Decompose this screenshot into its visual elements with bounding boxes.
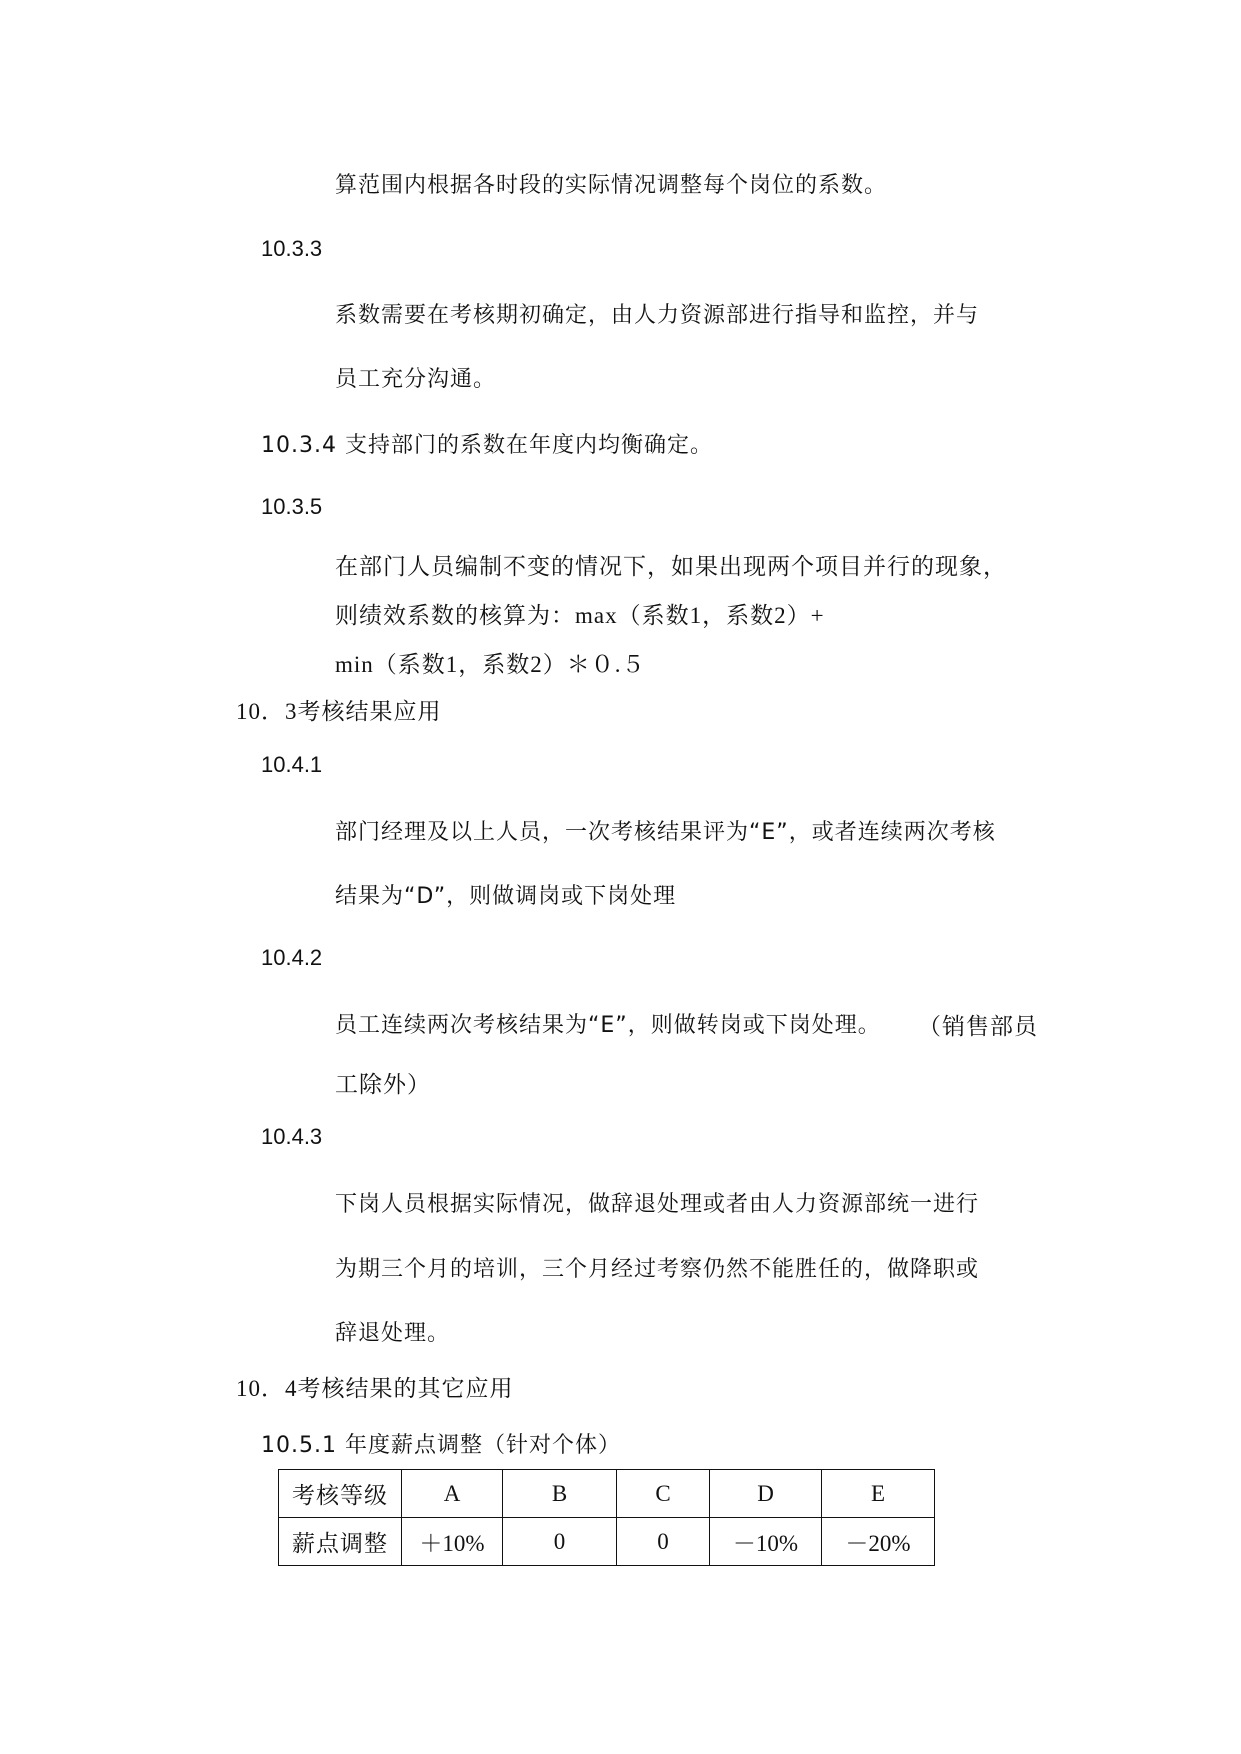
- paragraph-line: 系数需要在考核期初确定，由人力资源部进行指导和监控，并与: [335, 303, 980, 328]
- table-cell: C: [617, 1470, 710, 1518]
- table-cell: 0: [617, 1518, 710, 1566]
- paragraph-line: （销售部员: [918, 1014, 1038, 1039]
- table-header-row: [279, 1470, 935, 1518]
- table-row: [279, 1518, 935, 1566]
- paragraph-line: 算范围内根据各时段的实际情况调整每个岗位的系数。: [335, 173, 888, 198]
- table-cell: 0: [503, 1518, 617, 1566]
- subsection-title: 10．3考核结果应用: [236, 699, 442, 724]
- table-cell: D: [710, 1470, 822, 1518]
- section-heading: 10.3.4 支持部门的系数在年度内均衡确定。: [261, 433, 713, 458]
- section-number: 10.4.3: [261, 1124, 323, 1149]
- section-number: 10.3.3: [261, 236, 323, 261]
- paragraph-line: 工除外）: [335, 1072, 431, 1097]
- table-cell: －20%: [822, 1518, 935, 1566]
- table-cell: ＋10%: [402, 1518, 503, 1566]
- paragraph-line: 为期三个月的培训，三个月经过考察仍然不能胜任的，做降职或: [335, 1257, 980, 1282]
- table-cell: A: [402, 1470, 503, 1518]
- table-cell: 考核等级: [279, 1470, 402, 1518]
- paragraph-line: 下岗人员根据实际情况，做辞退处理或者由人力资源部统一进行: [335, 1192, 980, 1217]
- paragraph-line: 部门经理及以上人员，一次考核结果评为“E”，或者连续两次考核: [335, 820, 996, 845]
- paragraph-line: 员工连续两次考核结果为“E”，则做转岗或下岗处理。: [335, 1013, 881, 1038]
- paragraph-line: 在部门人员编制不变的情况下，如果出现两个项目并行的现象，: [335, 554, 1007, 579]
- paragraph-line: 则绩效系数的核算为：max（系数1，系数2）+: [335, 603, 825, 628]
- table-cell: 薪点调整: [279, 1518, 402, 1566]
- section-number: 10.4.2: [261, 945, 323, 970]
- subsection-title: 10．4考核结果的其它应用: [236, 1376, 514, 1401]
- salary-adjustment-table: [278, 1469, 935, 1566]
- section-number: 10.3.5: [261, 494, 323, 519]
- table-cell: －10%: [710, 1518, 822, 1566]
- section-heading: 10.5.1 年度薪点调整（针对个体）: [261, 1433, 621, 1458]
- table-cell: B: [503, 1470, 617, 1518]
- paragraph-line: 辞退处理。: [335, 1321, 451, 1346]
- paragraph-line: min（系数1，系数2）＊０.５: [335, 652, 646, 677]
- paragraph-line: 结果为“D”，则做调岗或下岗处理: [335, 884, 677, 909]
- table-cell: E: [822, 1470, 935, 1518]
- section-number: 10.4.1: [261, 752, 323, 777]
- paragraph-line: 员工充分沟通。: [335, 367, 497, 392]
